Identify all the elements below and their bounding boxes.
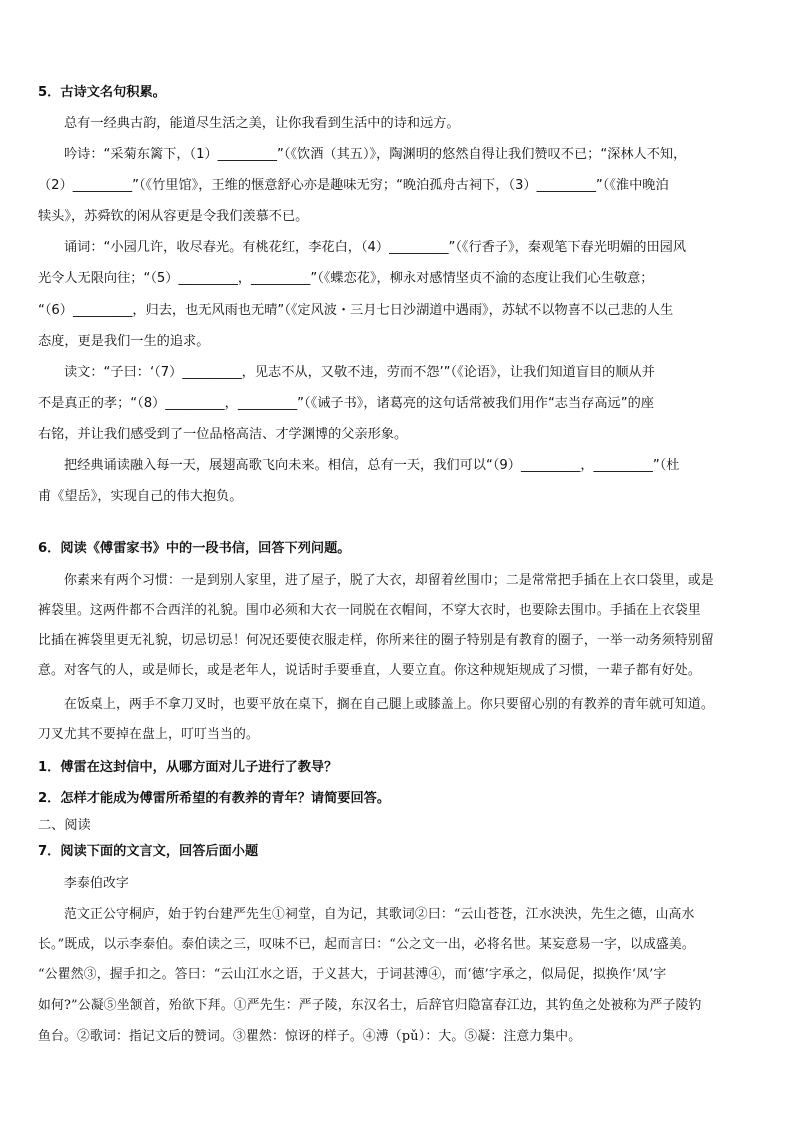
q5-line-10: 不是真正的孝；“（8）_________，_________”（《诫子书》，诸葛亮的这句话常被我们用作“志当存高远”的座 [38, 396, 654, 411]
q7-passage-line-1: 范文正公守桐庐，始于钓台建严先生①祠堂，自为记，其歌词②曰：“云山苍苍，江水泱泱，先生之德，山高水 [64, 907, 695, 922]
q6-heading: 6．阅读《傅雷家书》中的一段书信，回答下列问题。 [38, 541, 351, 556]
q6-letter-line-4: 意。对客气的人，或是师长，或是老年人，说话时手要垂直，人要立直。你这种规矩规成了习惯，一辈子都有好处。 [38, 663, 701, 678]
q5-line-3: （2）_________”（《竹里馆》，王维的惬意舒心亦是趣味无穷；“晚泊孤舟古祠下，（3）_________”（《淮中晚泊 [38, 178, 669, 193]
q6-letter-line-3: 比插在裤袋里更无礼貌，切忌切忌！何况还要使衣服走样，你所来往的圈子特别是有教育的圈子，一举一动务须特别留 [38, 633, 714, 648]
q5-line-9: 读文：“子曰：‘（7）_________，见志不从，又敬不违，劳而不怨’”（《论语》，让我们知道盲目的顺从并 [64, 365, 655, 380]
q6-subquestion-1: 1．傅雷在这封信中，从哪方面对儿子进行了教导？ [38, 760, 338, 775]
q7-passage-line-3: “公瞿然③，握手扣之。答曰：“云山江水之语，于义甚大，于词甚溥④，而‘德’字承之，似局促，拟换作‘凤’字 [38, 967, 667, 982]
q5-line-13: 甫《望岳》，实现自己的伟大抱负。 [38, 489, 243, 504]
q5-line-11: 右铭，并让我们感受到了一位品格高洁、才学渊博的父亲形象。 [38, 427, 408, 442]
q5-line-6: 光令人无限向往；“（5）_________，_________”（《蝶恋花》，柳永对感情坚贞不渝的态度让我们心生敬意； [38, 271, 654, 286]
q6-letter-line-5: 在饭桌上，两手不拿刀叉时，也要平放在桌下，搁在自己腿上或膝盖上。你只要留心别的有教养的青年就可知道。 [64, 697, 714, 712]
q5-line-2: 吟诗：“采菊东篱下，（1）_________”（《饮酒（其五）》，陶渊明的悠然自得让我们赞叹不已；“深林人不知， [64, 147, 687, 162]
q5-line-8: 态度，更是我们一生的追求。 [38, 334, 210, 349]
q7-passage-line-2: 长。”既成，以示李泰伯。泰伯读之三，叹味不已，起而言曰：“公之文一出，必将名世。某妄意易一字，以成盛美。 [38, 937, 695, 952]
q5-line-4: 犊头》，苏舜钦的闲从容更是令我们羡慕不已。 [38, 209, 309, 224]
q5-line-5: 诵词：“小园几许，收尽春光。有桃花红，李花白，（4）_________”（《行香子》，秦观笔下春光明媚的田园风 [64, 240, 687, 255]
q5-line-1: 总有一经典古韵，能道尽生活之美，让你我看到生活中的诗和远方。 [64, 116, 460, 131]
section-heading-reading: 二、阅读 [38, 818, 91, 833]
q7-passage-line-4: 如何?”公凝⑤坐颔首，殆欲下拜。①严先生：严子陵，东汉名士，后辞官归隐富春江边，其钓鱼之处被称为严子陵钓 [38, 998, 702, 1013]
q5-line-7: “（6）_________，归去，也无风雨也无晴”（《定风波・三月七日沙湖道中遇雨》，苏轼不以物喜不以己悲的人生 [38, 303, 674, 318]
q5-heading: 5．古诗文名句积累。 [38, 85, 166, 100]
q7-passage-line-5: 鱼台。②歌词：指记文后的赞词。③瞿然：惊讶的样子。④溥（pǔ）：大。⑤凝：注意力集中。 [38, 1029, 582, 1044]
q5-line-12: 把经典诵读融入每一天，展翅高歌飞向未来。相信，总有一天，我们可以“（9）_________，_________”（杜 [64, 458, 680, 473]
q7-heading: 7．阅读下面的文言文，回答后面小题 [38, 844, 259, 859]
q6-letter-line-1: 你素来有两个习惯：一是到别人家里，进了屋子，脱了大衣，却留着丝围巾；二是常常把手插在上衣口袋里，或是 [64, 573, 714, 588]
q6-letter-line-2: 裤袋里。这两件都不合西洋的礼貌。围巾必须和大衣一同脱在衣帽间，不穿大衣时，也要除去围巾。手插在上衣袋里 [38, 603, 701, 618]
q6-letter-line-6: 刀叉尤其不要掉在盘上，叮叮当当的。 [38, 727, 259, 742]
q7-passage-title: 李泰伯改字 [64, 876, 129, 891]
q6-subquestion-2: 2．怎样才能成为傅雷所希望的有教养的青年？请简要回答。 [38, 791, 391, 806]
